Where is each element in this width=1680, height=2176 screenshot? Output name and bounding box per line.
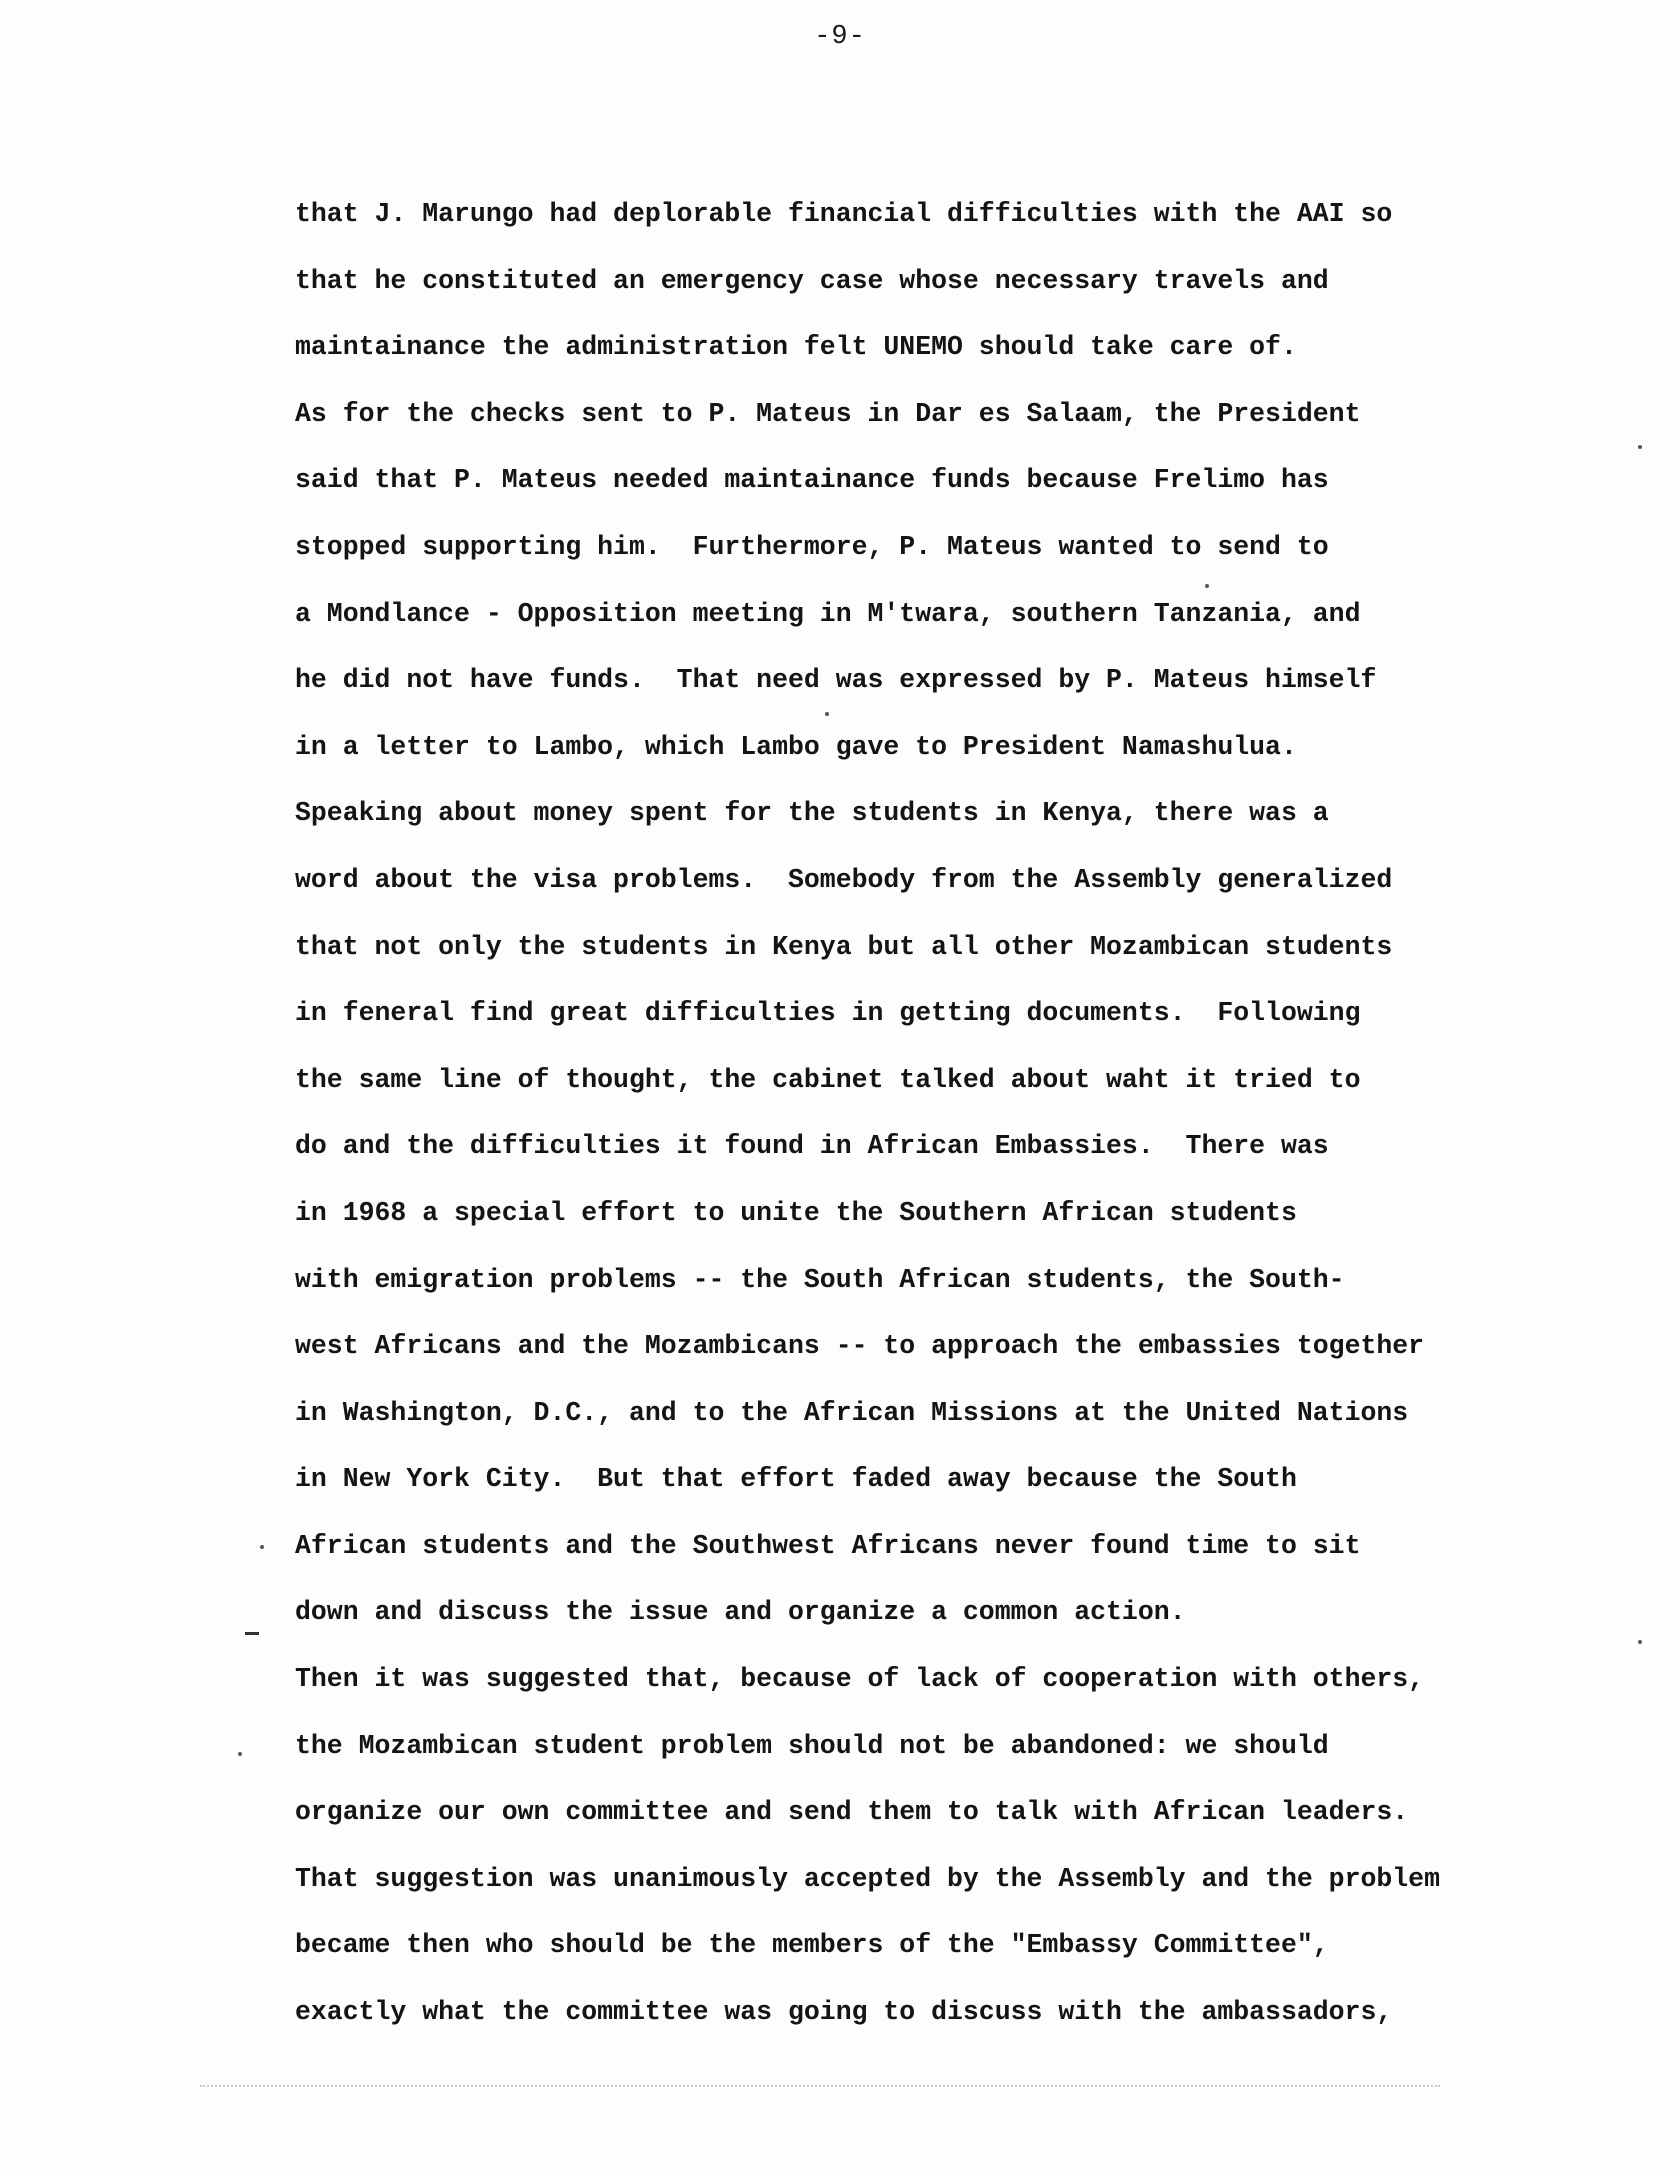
body-text xyxy=(295,188,1525,2053)
text-line: he did not have funds. That need was expressed by P. Mateus himself xyxy=(295,665,1377,696)
text-line: in 1968 a special effort to unite the Southern African students xyxy=(295,1197,1297,1228)
text-line: that J. Marungo had deplorable financial difficulties with the AAI so xyxy=(295,199,1393,229)
text-line: stopped supporting him. Furthermore, P. Mateus wanted to send to xyxy=(295,531,1329,562)
scan-speck xyxy=(1638,445,1642,449)
text-line: with emigration problems -- the South African students, the South- xyxy=(295,1264,1345,1295)
page-number: -9- xyxy=(814,22,866,52)
text-line: said that P. Mateus needed maintainance funds because Frelimo has xyxy=(295,465,1329,496)
text-line: do and the difficulties it found in African Embassies. There was xyxy=(295,1131,1329,1162)
text-line: west Africans and the Mozambicans -- to approach the embassies together xyxy=(295,1331,1425,1362)
text-line: the Mozambican student problem should not be abandoned: we should xyxy=(295,1730,1329,1761)
text-line: Speaking about money spent for the students in Kenya, there was a xyxy=(295,798,1329,829)
text-line: exactly what the committee was going to discuss with the ambassadors, xyxy=(295,1997,1393,2028)
scan-speck xyxy=(1638,1640,1642,1644)
text-line: Then it was suggested that, because of lack of cooperation with others, xyxy=(295,1664,1425,1695)
text-line: that he constituted an emergency case whose necessary travels and xyxy=(295,265,1329,296)
text-line: word about the visa problems. Somebody from the Assembly generalized xyxy=(295,864,1393,895)
text-line: in a letter to Lambo, which Lambo gave to President Namashulua. xyxy=(295,731,1297,762)
text-line: in feneral find great difficulties in getting documents. Following xyxy=(295,998,1361,1029)
text-line: in Washington, D.C., and to the African Missions at the United Nations xyxy=(295,1397,1409,1428)
text-line: As for the checks sent to P. Mateus in Dar es Salaam, the President xyxy=(295,398,1361,429)
scan-mark xyxy=(245,1632,259,1635)
text-line: the same line of thought, the cabinet talked about waht it tried to xyxy=(295,1064,1361,1095)
scan-speck xyxy=(238,1752,242,1756)
text-line: maintainance the administration felt UNEMO should take care of. xyxy=(295,332,1297,363)
scan-speck xyxy=(825,712,829,716)
text-line: That suggestion was unanimously accepted by the Assembly and the problem xyxy=(295,1863,1440,1894)
text-line: that not only the students in Kenya but all other Mozambican students xyxy=(295,931,1393,962)
text-line: became then who should be the members of the "Embassy Committee", xyxy=(295,1930,1329,1961)
text-line: down and discuss the issue and organize a common action. xyxy=(295,1597,1186,1628)
text-line: African students and the Southwest Africans never found time to sit xyxy=(295,1530,1361,1561)
text-line: organize our own committee and send them to talk with African leaders. xyxy=(295,1797,1409,1828)
text-line: a Mondlance - Opposition meeting in M'twara, southern Tanzania, and xyxy=(295,598,1361,629)
scan-speck xyxy=(260,1545,264,1549)
text-line: in New York City. But that effort faded away because the South xyxy=(295,1464,1297,1495)
scan-noise xyxy=(200,2085,1440,2097)
scan-speck xyxy=(1205,584,1209,588)
